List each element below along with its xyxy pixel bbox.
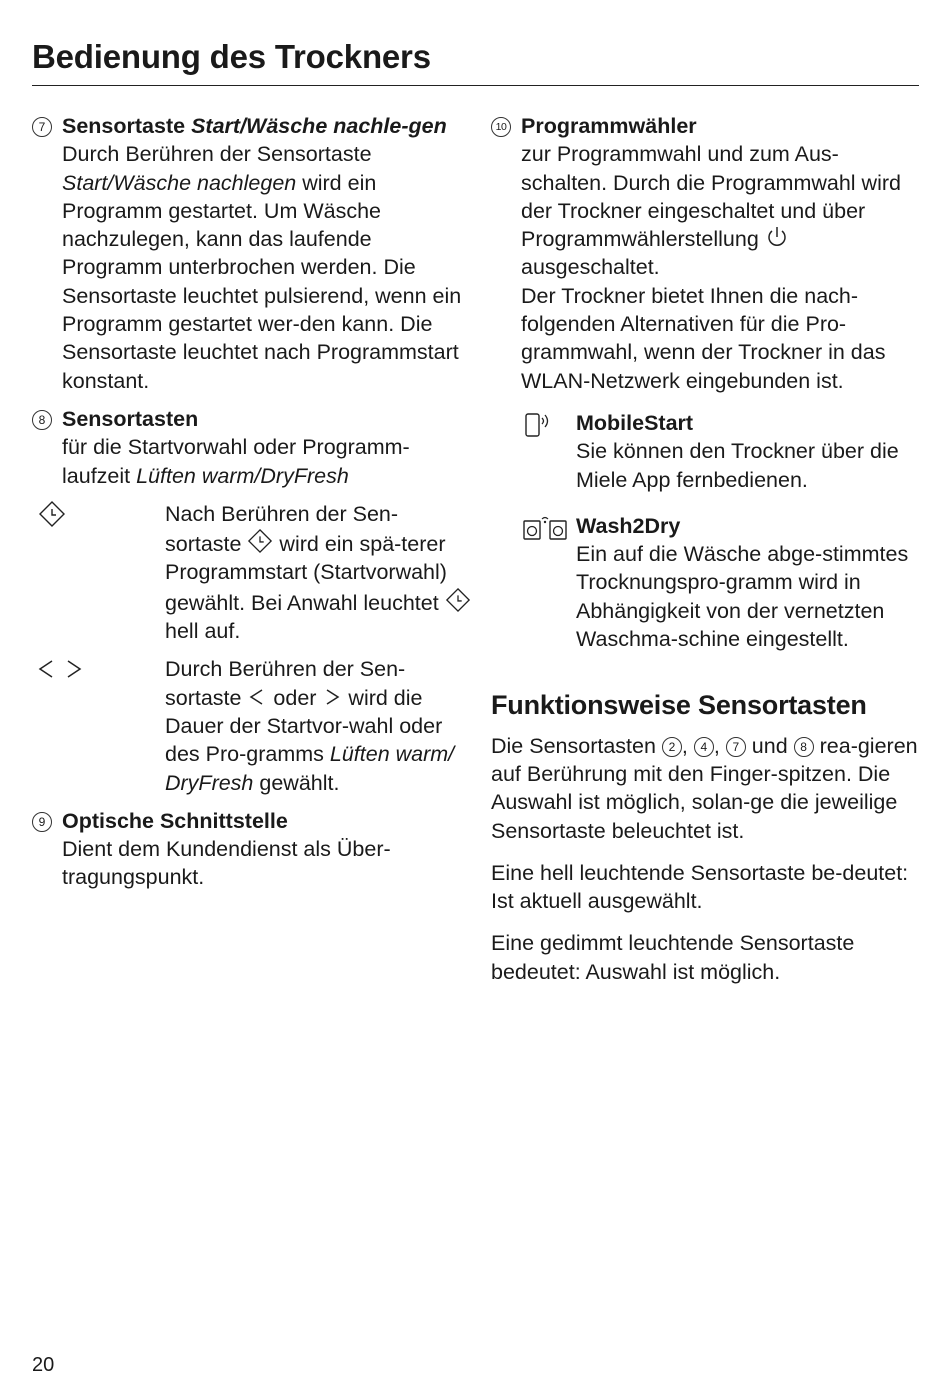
option-label: Wash2Dry [576, 513, 681, 538]
title-divider [32, 85, 919, 86]
text-span: Durch Berühren der Sen-sortaste [165, 657, 406, 710]
text-span: gewählt. [253, 770, 340, 795]
text-span-italic: Lüften warm/ DryFresh [165, 742, 455, 795]
delay-start-icon [32, 500, 152, 528]
chevron-right-icon [322, 686, 342, 708]
wash2dry-icon [521, 514, 569, 549]
section-paragraph-3: Eine gedimmt leuchtende Sensortaste bedeutet: Auswahl ist möglich. [491, 931, 855, 984]
sub-item-delay-start [32, 500, 472, 645]
mobile-start-icon [521, 411, 555, 446]
item-9 [32, 807, 472, 892]
option-description: Ein auf die Wäsche abge-stimmtes Trocknungspro-gramm wird in Abhängigkeit von der vernetzten Waschma-schine eingestellt. [576, 542, 909, 652]
item-8 [32, 405, 472, 797]
inline-number-badge: 4 [694, 737, 714, 757]
item-description [62, 433, 472, 490]
text-span: hell auf. [165, 619, 241, 644]
item-label-italic: Start/Wäsche nachle-gen [191, 114, 447, 138]
text-span: , [681, 733, 694, 758]
text-span: und [745, 733, 794, 758]
item-number-badge: 9 [32, 812, 52, 832]
option-mobilestart [521, 409, 921, 494]
page-number: 20 [32, 1354, 55, 1376]
delay-start-icon [247, 528, 273, 554]
item-label: Sensortasten [62, 406, 199, 431]
left-column [32, 112, 472, 902]
item-label: Sensortaste [62, 114, 192, 138]
text-span: Die Sensortasten [491, 733, 662, 758]
text-span: rea-gieren auf Berührung mit den Finger-spitzen. Die Auswahl ist möglich, solan-ge die jeweilige Sensortaste beleuchtet ist. [491, 733, 918, 843]
item-label: Optische Schnittstelle [62, 808, 288, 833]
text-span: zur Programmwahl und zum Aus-schalten. Durch die Programmwahl wird der Trockner eingeschaltet und über Programmwählerstellung [521, 142, 901, 252]
text-span: wird die Dauer der Startvor-wahl oder des Pro-gramms [165, 685, 443, 767]
text-span: , [713, 733, 726, 758]
text-span: wird ein spä-terer Programmstart (Startvorwahl) gewählt. Bei Anwahl leuchtet [165, 532, 447, 615]
text-span-italic: Lüften warm/DryFresh [136, 463, 349, 488]
text-span-italic: Start/Wäsche nachlegen [62, 170, 297, 195]
text-span: wird ein Programm gestartet. Um Wäsche nachzulegen, kann das laufende Programm unterbrochen werden. Die Sensortaste leuchtet pulsierend, wenn ein Programm gestartet wer-den kann. Die Sensortaste leuchtet nach Programmstart konstant. [62, 170, 462, 393]
option-wash2dry [521, 512, 921, 653]
option-label: MobileStart [576, 410, 694, 435]
sub-item-arrows [32, 655, 472, 796]
item-number-badge: 8 [32, 410, 52, 430]
right-column [491, 112, 921, 1000]
page-title: Bedienung des Trockners [32, 38, 431, 75]
inline-number-badge: 7 [726, 737, 746, 757]
section-paragraph-2: Eine hell leuchtende Sensortaste be-deutet: Ist aktuell ausgewählt. [491, 860, 909, 914]
left-right-arrows-icon [32, 655, 152, 683]
item-description-continued: Der Trockner bietet Ihnen die nach-folgenden Alternativen für die Pro-grammwahl, wenn der Trockner in das WLAN-Netzwerk eingebunden ist. [521, 283, 886, 393]
item-number-badge: 10 [491, 117, 511, 137]
item-description [521, 140, 921, 281]
section-title: Funktionsweise Sensortasten [491, 690, 867, 721]
power-icon [765, 225, 789, 249]
item-10 [491, 112, 921, 653]
option-description: Sie können den Trockner über die Miele App fernbedienen. [576, 439, 899, 492]
item-description [62, 140, 472, 395]
section-paragraph-1 [491, 732, 921, 845]
text-span: oder [267, 685, 323, 710]
item-description: Dient dem Kundendienst als Über-tragungspunkt. [62, 837, 391, 890]
chevron-left-icon [247, 686, 267, 708]
text-span: Durch Berühren der Sensortaste [62, 142, 372, 167]
item-7 [32, 112, 472, 395]
delay-start-icon [445, 587, 471, 613]
item-label: Programmwähler [521, 114, 697, 138]
text-span: ausgeschaltet. [521, 255, 660, 280]
item-number-badge: 7 [32, 117, 52, 137]
inline-number-badge: 8 [794, 737, 814, 757]
text-span: Nach Berühren der Sen-sortaste [165, 501, 399, 557]
text-span: für die Startvorwahl oder Programm-laufzeit [62, 435, 410, 488]
inline-number-badge: 2 [662, 737, 682, 757]
